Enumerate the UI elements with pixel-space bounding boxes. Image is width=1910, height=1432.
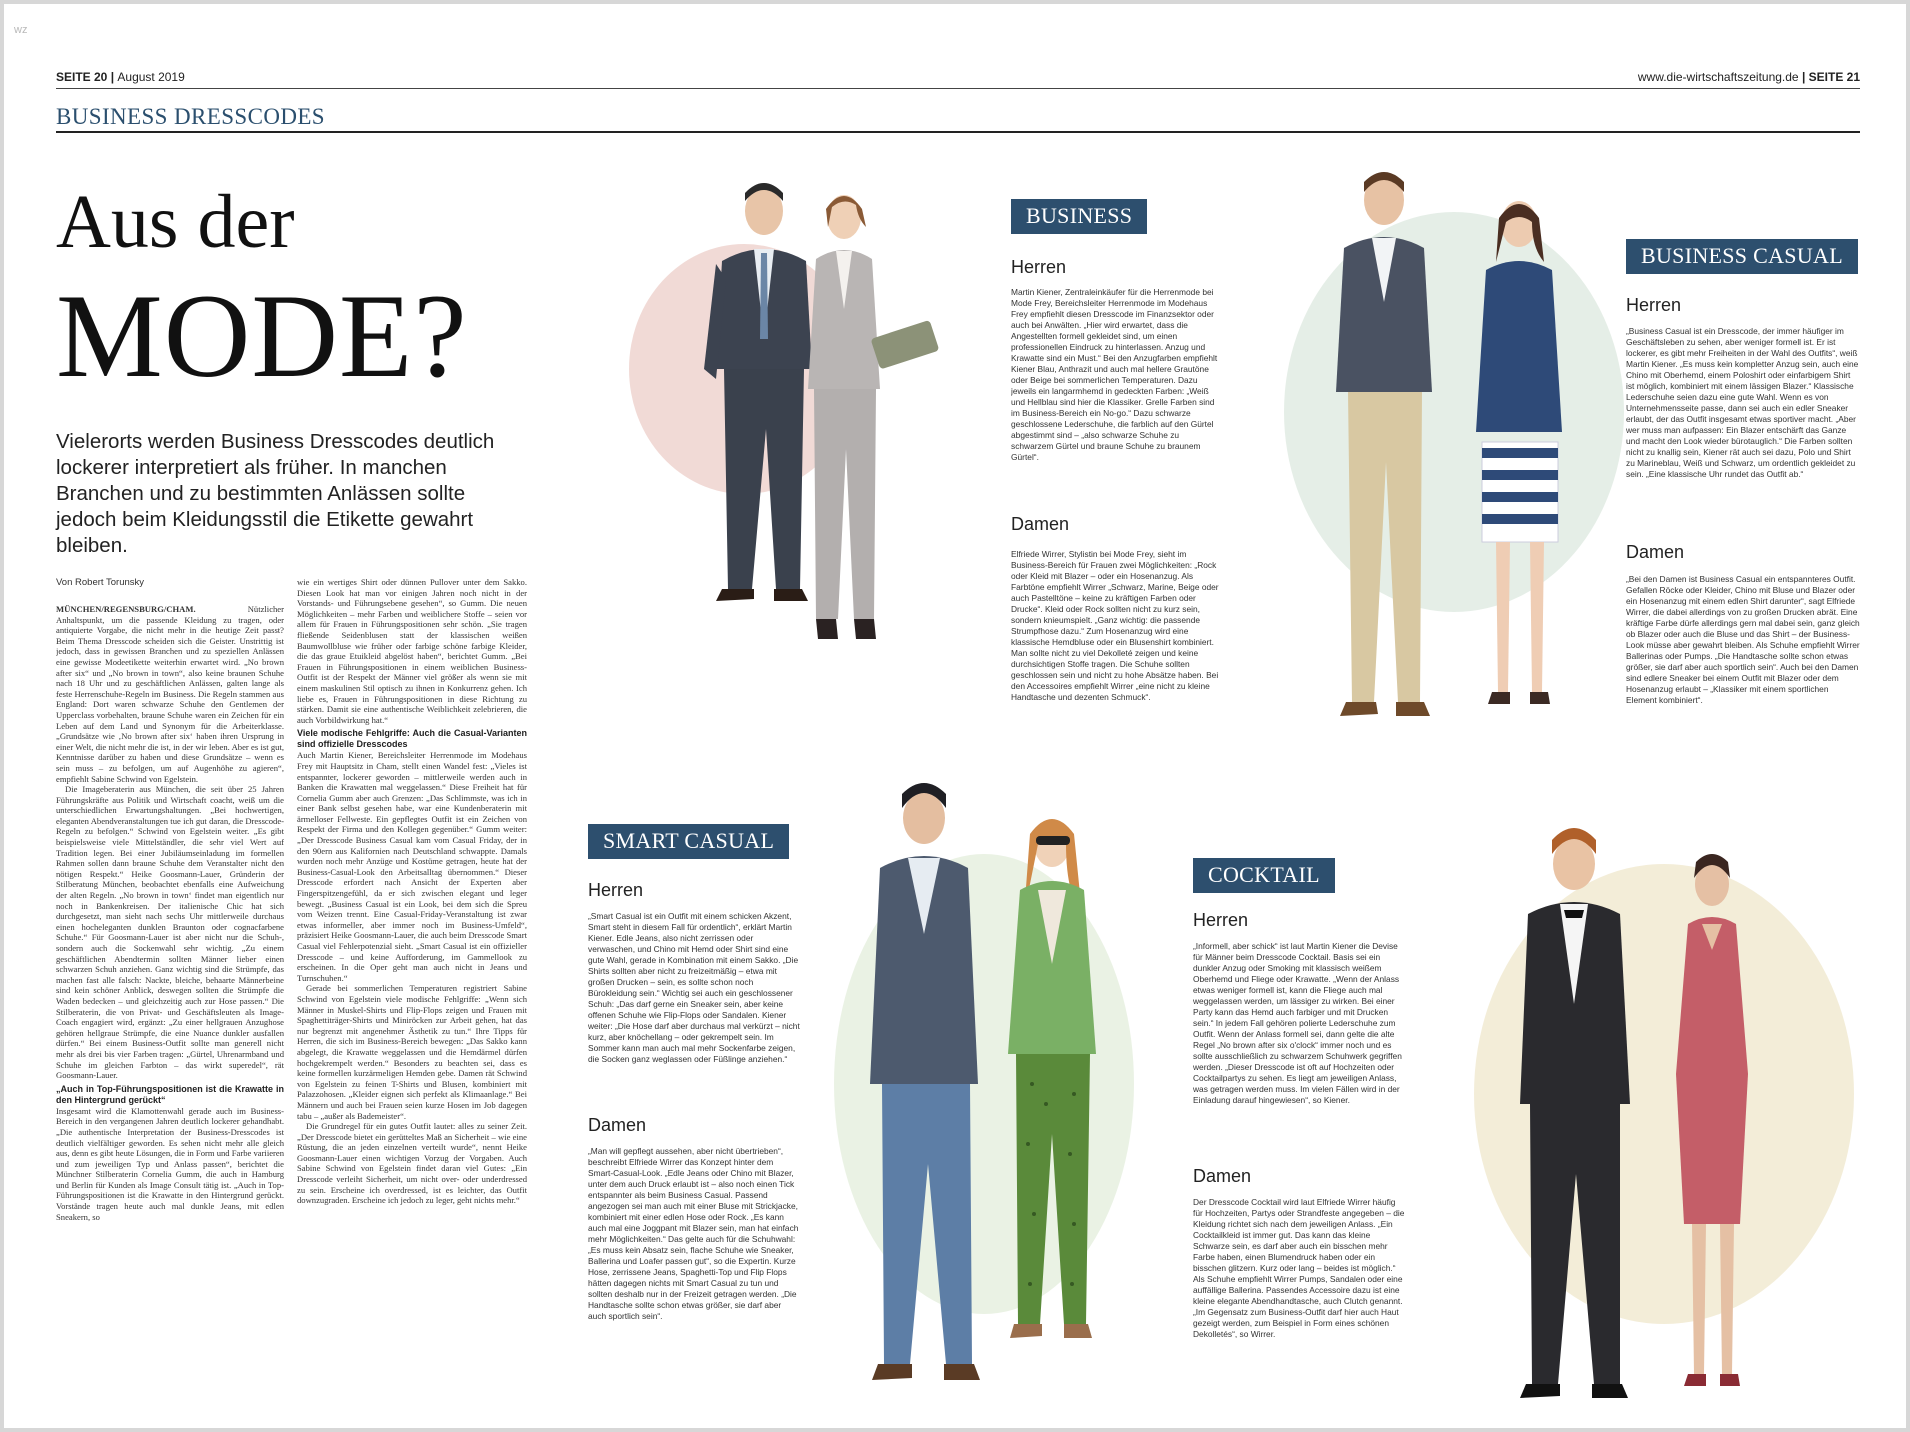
cocktail-man-figure [1520,828,1630,1398]
article-subheading: „Auch in Top-Führungspositionen ist die Krawatte in den Hintergrund gerückt“ [56,1083,284,1105]
business-casual-man-figure [1336,172,1432,716]
section-title: BUSINESS DRESSCODES [56,104,325,129]
article-paragraph: Auch Martin Kiener, Bereichsleiter Herrenmode im Modehaus Frey mit Hauptsitz in Cham, stellt einen Wandel fest: „Vieles ist entspannter, lockerer geworden – mittlerweile werden auch in Banken die Krawatten mal weggelassen.“ Diese Freiheit hat für Cornelia Gumm aber auch Grenzen: „Das Schlimmste, was ich in einer Bank selbst gesehen habe, war eine Kundenberaterin mit ärmelloser Fellweste. Ein gepflegtes Outfit ist ein Zeichen von Respekt der Firma und den Kollegen gegenüber.“ Gumm weiter: „Der Dresscode Business Casual kam vom Casual Friday, der in den 90ern aus Kalifornien nach Deutschland schwappte. Damals wurden noch mehr Anzüge und Kostüme getragen, heute hat der Business-Casual-Look den Arbeitsalltag übernommen.“ Dieser Dresscode erfordert nach Ansicht der Experten aber Fingerspitzengefühl, da er sich zwischen elegant und leger bewegt. „Business Casual ist ein Look, bei dem sich die Spreu vom Weizen trennt. Eine Casual-Friday-Veranstaltung ist zwar etwas informeller, aber immer noch im Business-Umfeld“, präzisiert Heike Goosmann-Lauer, die auch beim Dresscode Smart Casual viel Fehlerpotenzial sieht. „Smart Casual ist ein offizieller Dresscode – und keine Aufforderung, im Gammellook zu erscheinen. In die Oper geht man auch nicht in Jeans und Turnschuhen.“ [297,750,527,983]
article-column-2 [297,577,527,1404]
newspaper-spread [4,4,1906,1428]
page-number-left: SEITE 20 [56,70,108,84]
business-damen-text: Elfriede Wirrer, Stylistin bei Mode Frey, sieht im Business-Bereich für Frauen zwei Möglichkeiten: „Rock oder Kleid mit Blazer – oder ein Hosenanzug. Als Farbtöne empfiehlt Wirrer „Schwarz, Marine, Beige oder auch Pastelltöne – keine zu kräftigen Farben oder Drucke“. Kleid oder Rock sollten nicht zu kurz sein, sondern knieumspielt. „Ganz wichtig: die passende Strumpfhose dazu.“ Zum Hosenanzug wird eine klassische Hemdbluse oder ein Blusenshirt kombiniert. Man sollte nicht zu viel Dekolleté zeigen und keine durchsichtigen Stoffe tragen. Die Schuhe sollten geschlossen sein und nicht zu hohe Absätze haben. Bei den Accessoires empfiehlt Wirrer „eine nicht zu kleine Handtasche und dezenten Schmuck“. [1011,549,1219,702]
business-illustration [604,169,994,734]
page-header-right: www.die-wirtschaftszeitung.de | SEITE 21 [1637,70,1860,84]
website-url: www.die-wirtschaftszeitung.de [1637,70,1799,84]
watercolor-wash [1284,212,1624,612]
smart-casual-herren-label: Herren [588,880,644,900]
smart-casual-herren-text: „Smart Casual ist ein Outfit mit einem schicken Akzent, Smart steht in diesem Fall für ordentlich“, erklärt Martin Kiener. Edle Jeans, also nicht zerrissen oder verwaschen, und Chino mit Hemd oder Shirt sind eine gute Wahl, gerade in Kombination mit einem Sakko. „Die Shirts sollten aber nicht zu freizeitmäßig – etwa mit großen Drucken – sein, es sollte schon noch Bürokleidung sein.“ Wichtig sei auch ein geschlossener Schuh: „Das darf gerne ein Sneaker sein, aber keine offenen Schuhe wie Flip-Flops oder Sandalen. Kiener weiter: „Die Hose darf aber durchaus mal verkürzt – nicht kurz, aber knöchellang – oder gekrempelt sein. Im Sommer kann man auch mal mehr Sockenfarbe zeigen, die Socken ganz weglassen oder Füßlinge anziehen.“ [588,911,800,1064]
page-number-right: SEITE 21 [1808,70,1860,84]
smart-casual-damen-label: Damen [588,1115,647,1135]
business-herren-label: Herren [1011,257,1067,277]
watermark: wz [14,24,28,36]
tag-business: BUSINESS [1011,199,1147,234]
article-paragraph: MÜNCHEN/REGENSBURG/CHAM. Nützlicher Anhaltspunkt, um die passende Kleidung zu tragen, oder antiquierte Vorgabe, die nicht mehr in die heutige Zeit passt? Beim Thema Dresscode scheiden sich die Geister. Unstrittig ist jedoch, dass in gewissen Branchen und zu speziellen Anlässen eine gewisse Modeetikette weiterhin erwartet wird. „No brown after six“ und „No brown in town“, also keine braunen Schuhe nach 18 Uhr und zu geschäftlichen Anlässen, galten lange als feste Herrenschuhe-Regeln im Business. Die Regeln stammen aus England: Dort waren schwarze Schuhe den Gentlemen der Upperclass vorbehalten, braune Schuhe waren ein Zeichen für ein Leben auf dem Land und Synonym für die Arbeiterklasse. „Grundsätze wie ‚No brown after six‘ haben ihren Ursprung in einer Welt, die nicht mehr die ist, in der wir leben. Aber es ist gut, Kenntnisse darüber zu haben und diese Grundsätze – wenn es sein muss – zu befolgen, um auf Augenhöhe zu agieren“, empfiehlt Sabine Schwind von Egelstein. [56,604,284,784]
business-casual-damen-label: Damen [1626,542,1685,562]
tag-cocktail: COCKTAIL [1193,858,1335,893]
dateline: MÜNCHEN/REGENSBURG/CHAM. [56,604,196,614]
article-subheading: Viele modische Fehlgriffe: Auch die Casual-Varianten sind offizielle Dresscodes [297,728,527,750]
issue-date: August 2019 [117,70,185,84]
article-paragraph: wie ein wertiges Shirt oder dünnen Pullover unter dem Sakko. Diesen Look hat man vor einigen Jahren noch nicht in der Vorstands- und Führungsebene gesehen“, so Gumm. Die neuen Möglichkeiten – mehr Farben und weiblichere Stoffe – seien vor allem für Frauen in Führungspositionen sehr schön. „Sie tragen fließende Seidenblusen statt der klassischen weißen Baumwollbluse wie früher oder farbige schöne farbige Kleider, die das graue Etuikleid abgelöst haben“, berichtet Gumm. „Bei Frauen in Führungspositionen in einem weiblichen Business-Outfit ist der Respekt der Männer viel größer als wenn sie mit einem maskulinen Stil optisch zu ihnen in Konkurrenz gehen. Ich liebe es, Frauen in Führungspositionen in diese Richtung zu stärken. Damit sie eine authentische Weiblichkeit zelebrieren, die auch Vorbildwirkung hat.“ [297,577,527,725]
business-damen-label: Damen [1011,514,1070,534]
headline-line1: Aus der [56,180,295,264]
article-paragraph: Insgesamt wird die Klamottenwahl gerade auch im Business-Bereich in den vergangenen Jahren deutlich lockerer gehandhabt. „Die authentische Interpretation der Business-Dresscodes ist deutlich vielfältiger geworden. Es sehen nicht mehr alle gleich aus, denn es gibt heute Lösungen, die in Form und Farbe variieren und zum jeweiligen Typ und Anlass passen“, berichtet die Münchner Stilberaterin Cornelia Gumm, die auch in Hamburg und Berlin für Kunden als Image Consult tätig ist. „Auch in Top-Führungspositionen ist die Krawatte in den Hintergrund gerückt. Vorstände tragen heute auch mal dunkle Jeans, mit edlen Sneakern, so [56,1105,284,1222]
headline-line2: MODE? [56,269,468,402]
article-paragraph: Die Grundregel für ein gutes Outfit lautet: alles zu seiner Zeit. „Der Dresscode bietet ein gerütteltes Maß an Sicherheit – wie eine Rüstung, die an jeden einzelnen verteilt wurde“, nennt Heike Goosmann-Lauer einen wichtigen Vorzug der Vorgaben. Auch Sabine Schwind von Egelstein findet daran viel Gutes: „Ein Dresscode verleiht Sicherheit, um nicht over- oder underdressed zu sein. Erscheine ich overdressed, ist es leichter, das Outfit downzugraden. Erscheine ich jedoch zu leger, geht nichts mehr.“ [297,1121,527,1206]
cocktail-damen-text: Der Dresscode Cocktail wird laut Elfriede Wirrer häufig für Hochzeiten, Partys oder Strandfeste angegeben – die Kleidung richtet sich nach dem jeweiligen Anlass. „Ein Cocktailkleid ist immer gut. Das kann das kleine Schwarze sein, es darf aber auch ein bisschen mehr Farbe haben, einen Blumendruck haben oder ein bisschen glitzern. Kurz oder lang – beides ist möglich.“ Als Schuhe empfiehlt Wirrer Pumps, Sandalen oder eine auffällige Ballerina. Passendes Accessoire dazu ist eine kleine elegante Abendhandtasche, auch Clutch genannt. „Im Gegensatz zum Business-Outfit darf hier auch Haut gezeigt werden, zum Beispiel in Form eines schönen Dekolletés“, so Wirrer. [1193,1197,1405,1339]
business-casual-herren-label: Herren [1626,295,1682,315]
business-herren-text: Martin Kiener, Zentraleinkäufer für die Herrenmode bei Mode Frey, Bereichsleiter Herrenmode im Modehaus Frey empfiehlt diesen Dresscode im Finanzsektor oder auch bei Anwälten. „Hier wird erwartet, dass die Angestellten formell gekleidet sind, um einen professionellen Eindruck zu hinterlassen. Anzug und Krawatte sind ein Must.“ Bei den Anzugfarben empfiehlt Kiener Blau, Anthrazit und auch mal hellere Grautöne oder Beige bei sommerlichen Temperaturen. Dazu jeweils ein langarmhemd in gedeckten Farben: „Weiß und Hellblau sind hier die Klassiker. Grelle Farben sind im Business-Bereich ein No-go.“ Dazu schwarze geschlossene Lederschuhe, die farblich auf den Gürtel abgestimmt sind – „also schwarze Schuhe zu schwarzem Gürtel und braune Schuhe zu braunem Gürtel“. [1011,287,1218,462]
smart-casual-illustration [784,764,1164,1419]
business-casual-damen-text: „Bei den Damen ist Business Casual ein entspannteres Outfit. Gefallen Röcke oder Kleider, Chino mit Bluse und Blazer oder ein Hosenanzug mit einem edlen Shirt darunter“, sagt Elfriede Wirrer, die dabei allerdings von zu großen Drucken abrät. Eine kräftige Farbe dürfe allerdings gern mal dabei sein, ganz gleich ob Blazer oder auch die Bluse und das Shirt – der Business-Look müsse aber gewahrt bleiben. Als Schuhe empfiehlt Wirrer Ballerinas oder Pumps. „Die Handtasche sollte schon etwas größer, sie darf aber auch sportlich sein“. Auch bei den Damen sind edlere Sneaker bei einem Outfit mit Blazer oder dem Hosenanzug erlaubt – „Klassiker mit einem sportlichen Element kombiniert“. [1626,574,1860,705]
header-rule [56,88,1860,89]
tag-business-casual: BUSINESS CASUAL [1626,239,1858,274]
section-rule [56,131,1860,133]
article-paragraph: Die Imageberaterin aus München, die seit über 25 Jahren Führungskräfte aus Politik und Wirtschaft coacht, weiß um die unterschiedlichen Erwartungshaltungen. „Bei hochwertigen, eleganten Abendveranstaltungen tue ich gut daran, die Dresscode-Regeln zu befolgen.“ Schwind von Egelstein weiter. „Es gibt beispielsweise viele Mittelständler, die sehr viel Wert auf Tradition legen. Bei einer Jubiläumseinladung im formellen Rahmen sollen dann braune Schuhe dem Veranstalter nicht den nötigen Respekt.“ Heike Goosmann-Lauer, Gründerin der Stilberatung München, beobachtet ebenfalls eine Aufweichung der alten Regeln. „No brown in town‘ findet man eigentlich nur noch in Bankenkreisen. Der italienische Chic hat sich durchgesetzt, man sieht nach sechs Uhr mittlerweile durchaus einen hocheleganten dunklen Braunton oder cognacfarbene Schuhe.“ Für Goosmann-Lauer ist aber nicht nur die Schuh-, sondern auch die Sockenwahl sehr wichtig. „Zu einem geschäftlichen Abendtermin sollten Männer lieber einen schwarzen Schuh anziehen. Ganz wichtig sind die Strümpfe, das machen fast alle falsch: Nackte, bleiche, behaarte Männerbeine sind kein schöner Anblick, deswegen sollten die Strümpfe die Waden bedecken – und gleichzeitig auch zur Hose passen.“ Die Stilberaterin, die von Privat- und Geschäftsleuten als Image-Coach engagiert wird, ergänzt: „Zu einer hellgrauen Anzughose gehören hellgraue Strümpfe, die eine Nuance dunkler ausfallen dürfen.“ Bei einem Business-Outfit sollte man generell nicht mehr als drei bis vier Farben tragen: „Gürtel, Uhrenarmband und Schuhe im gleichen Farbton – das wirkt superedel“, rät Goosmann-Lauer. [56,784,284,1081]
business-woman-figure [808,195,939,639]
cocktail-herren-text: „Informell, aber schick“ ist laut Martin Kiener die Devise für Männer beim Dresscode Cocktail. Basis sei ein dunkler Anzug oder Smoking mit klassisch weißem Oberhemd und Fliege oder Krawatte. „Wenn der Anlass etwas weniger formell ist, kann die Fliege auch mal weggelassen werden, um lässiger zu wirken. Bei einer Party kann das Hemd auch farbiger und mit Drucken sein.“ In jedem Fall gehören polierte Lederschuhe zum Outfit. Wenn der Anlass formell sei, dann gelte die alte Regel „No brown after six o'clock“ immer noch und es sollte ausschließlich zu schwarzem Schuhwerk gegriffen werden. „Dieser Dresscode ist oft auf Hochzeiten oder Cocktailpartys zu sehen. Es liegt am jeweiligen Anlass, was getragen werden muss. Im vielen Fällen wird in der Einladung darauf hingewiesen“, so Kiener. [1193,941,1402,1105]
author-byline: Von Robert Torunsky [56,577,145,588]
cocktail-illustration [1444,774,1864,1414]
page-header-left: SEITE 20 | August 2019 [56,70,185,84]
tag-smart-casual: SMART CASUAL [588,824,789,859]
business-casual-illustration [1274,152,1634,722]
cocktail-damen-label: Damen [1193,1166,1252,1186]
cocktail-herren-label: Herren [1193,910,1249,930]
business-casual-herren-text: „Business Casual ist ein Dresscode, der immer häufiger im Geschäftsleben zu sehen, aber weniger formell ist. Er ist lockerer, es gibt mehr Freiheiten in der Wahl des Outfits“, weiß Martin Kiener. „Es muss kein kompletter Anzug sein, auch eine Chino mit Oberhemd, einem Poloshirt oder einfarbigem Shirt ist möglich, kombiniert mit einem lässigen Blazer.“ Klassische Lederschuhe seien dazu eine gute Wahl. Wenn es von Unternehmensseite passe, dann sei auch ein edler Sneaker erlaubt, der das Outfit insgesamt etwas sportiver macht. „Aber wer muss man aufpassen: Ein Blazer entschärft das Ganze und macht den Look wieder bürotauglich.“ Die Farben sollten nicht zu knallig sein, Kiener rät auch sei dazu, Polo und Shirt zu Marineblau, Weiß und Schwarz, um ordentlich gekleidet zu sein. „Eine klassische Uhr rundet das Outfit ab.“ [1626,326,1859,479]
business-casual-woman-figure [1476,201,1562,704]
article-column-1 [56,604,284,1404]
article-paragraph: Gerade bei sommerlichen Temperaturen registriert Sabine Schwind von Egelstein viele modische Fehlgriffe: „Wenn sich Männer in Muskel-Shirts und Flip-Flops zeigen und Frauen mit Spaghettiträger-Shirts und Miniröcken zur Arbeit gehen, hat das nur begrenzt mit angenehmer Ästhetik zu tun.“ Ihre Tipps für Herren, die sich im Business-Bereich bewegen: „Das Sakko kann abgelegt, die Krawatte weggelassen und die Hemdärmel dürfen hochgekrempelt werden.“ Besonders zu beachten sei, dass es keine formellen kurzärmeligen Hemden gebe. Damen rät Schwind von Egelstein zu feinen T-Shirts und Blusen, kombiniert mit Palazzohosen. „Kleider eignen sich perfekt als Klimaanlage.“ Bei Männern und auch bei Frauen seien kurze Hosen im Job dagegen tabu – „außer als Bademeister“. [297,983,527,1121]
smart-casual-damen-text: „Man will gepflegt aussehen, aber nicht übertrieben“, beschreibt Elfriede Wirrer das Konzept hinter dem Smart-Casual-Look. „Edle Jeans oder Chino mit Blazer, unter dem auch Druck erlaubt ist – also noch einen Tick entspannter als beim Business Casual. Passend angezogen sei man auch mit einer Bluse mit Strickjacke, kombiniert mit einer edlen Hose oder Rock. „Es kann auch mal eine Joggpant mit Blazer sein, man hat einfach mehr Möglichkeiten.“ Das gelte auch für die Schuhwahl: „Es muss kein Absatz sein, flache Schuhe wie Sneaker, Ballerina und Loafer passen gut“, so die Expertin. Kurze Hose, zerrissene Jeans, Spaghetti-Top und Flip Flops hätten dagegen nichts mit Smart Casual zu tun und sollten deshalb nur in der Freizeit getragen werden. „Die Handtasche sollte schon etwas größer, sie darf aber auch sportlich sein“. [588,1146,799,1321]
lead-paragraph: Vielerorts werden Business Dresscodes deutlich lockerer interpretiert als früher. In manchen Branchen und zu bestimmten Anlässen sollte jedoch beim Kleidungsstil die Etikette gewahrt bleiben. [56,430,495,557]
